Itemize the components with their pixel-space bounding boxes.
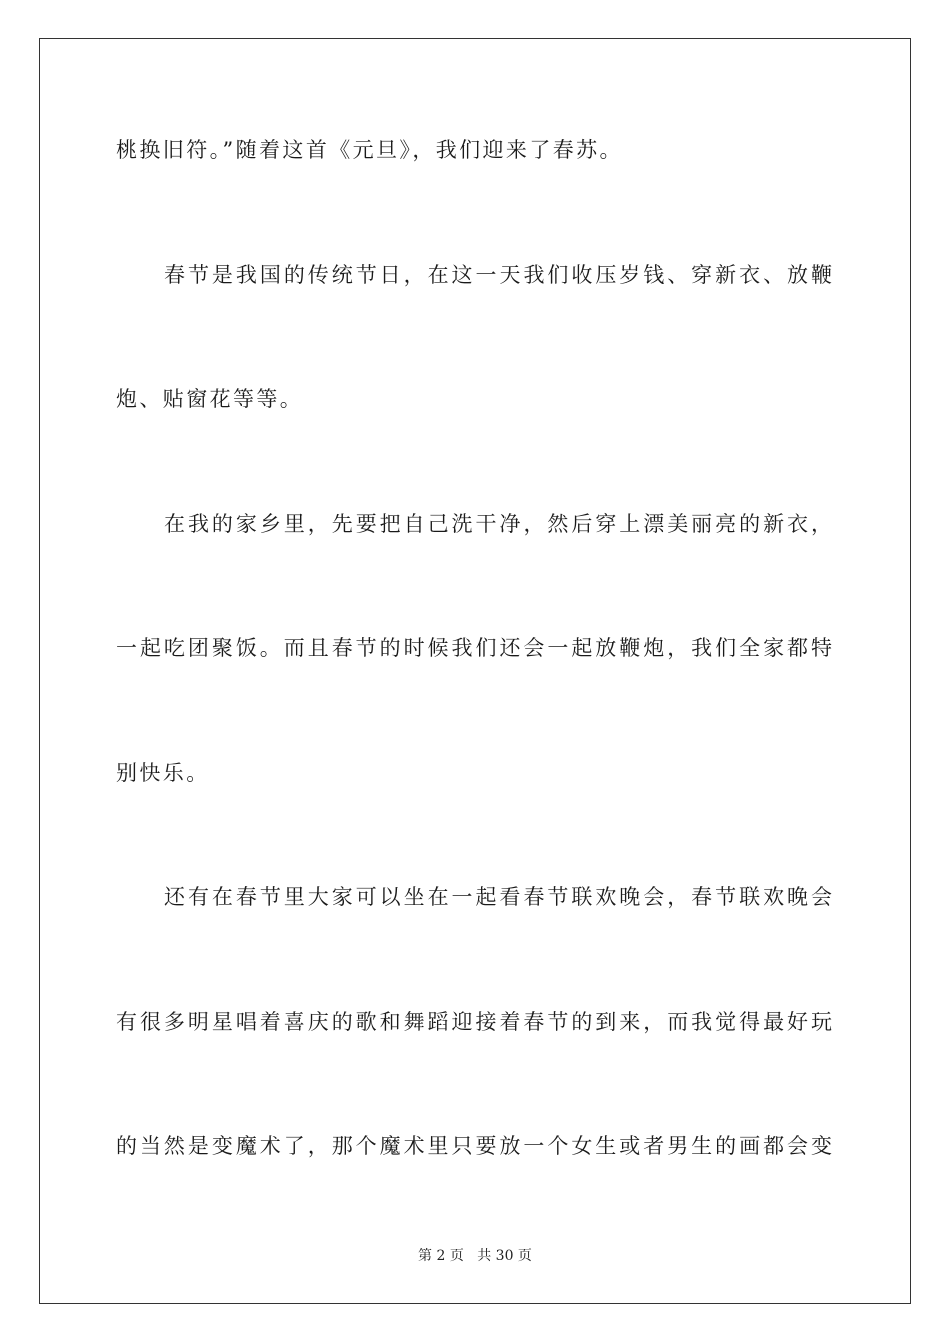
text-line-6: 别快乐。 [116, 761, 210, 785]
text-line-8: 有很多明星唱着喜庆的歌和舞蹈迎接着春节的到来，而我觉得最好玩 [116, 1010, 832, 1034]
text-line-2: 春节是我国的传统节日，在这一天我们收压岁钱、穿新衣、放鞭 [164, 263, 832, 287]
text-line-4: 在我的家乡里，先要把自己洗干净，然后穿上漂美丽亮的新衣， [164, 512, 832, 536]
text-line-3: 炮、贴窗花等等。 [116, 387, 304, 411]
page-number: 第 2 页 [418, 1248, 464, 1264]
text-line-1: 桃换旧符。”随着这首《元旦》，我们迎来了春苏。 [116, 138, 623, 162]
text-line-7: 还有在春节里大家可以坐在一起看春节联欢晚会，春节联欢晚会 [164, 885, 832, 909]
page-footer [0, 1247, 950, 1265]
text-line-9: 的当然是变魔术了，那个魔术里只要放一个女生或者男生的画都会变 [116, 1134, 832, 1158]
page-total: 共 30 页 [477, 1248, 532, 1264]
text-line-5: 一起吃团聚饭。而且春节的时候我们还会一起放鞭炮，我们全家都特 [116, 636, 832, 660]
page-border [39, 38, 911, 1304]
